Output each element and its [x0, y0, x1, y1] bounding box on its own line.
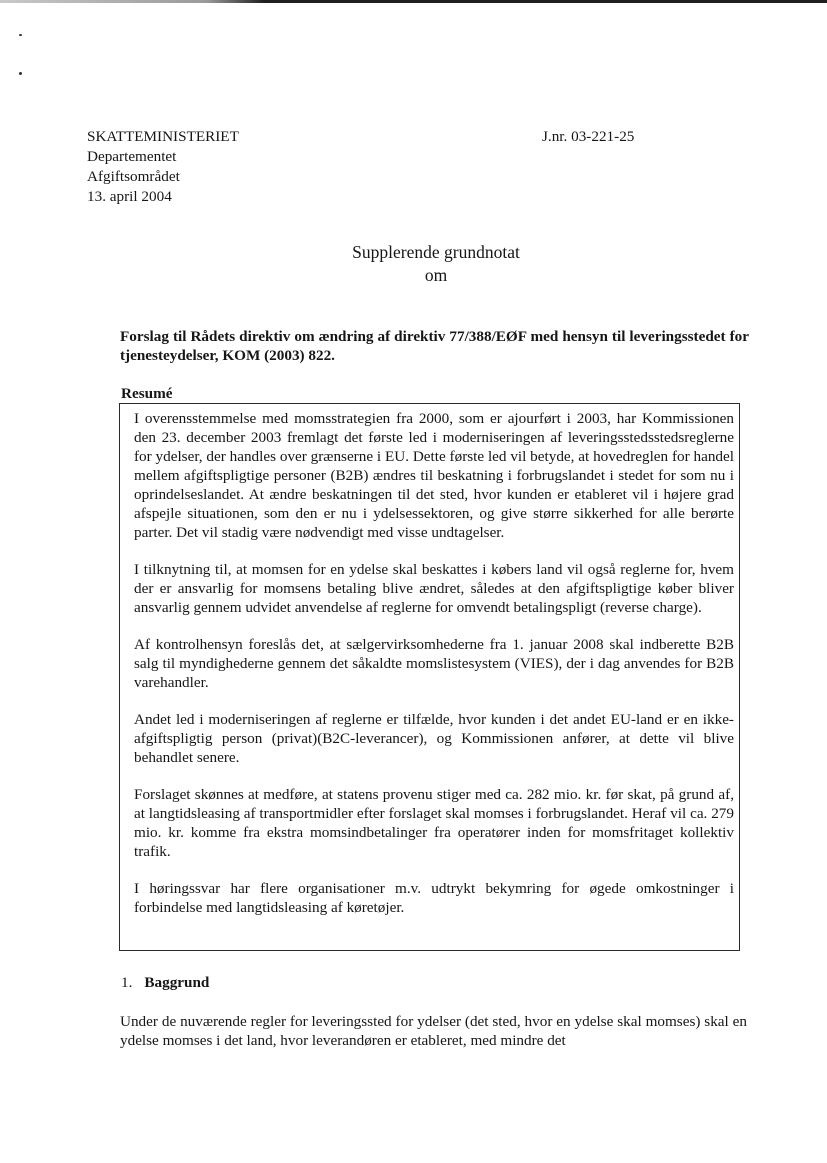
department-name: Departementet: [87, 148, 177, 165]
division-name: Afgiftsområdet: [87, 168, 180, 185]
summary-paragraph: I høringssvar har flere organisationer m.v. udtrykt bekymring for øgede omkostninger i forbindelse med langtidsleasing af køretøjer.: [134, 880, 734, 916]
summary-paragraph: I tilknytning til, at momsen for en ydelse skal beskattes i købers land vil også reglerne for, hvem der er ansvarlig for momsens betaling blive ændret, således at den afgiftspligtige køber bliver ansvarlig gennem udvidet anvendelse af reglerne for omvendt betalingspligt (reverse charge).: [134, 561, 734, 616]
summary-paragraph: Af kontrolhensyn foreslås det, at sælgervirksomhederne fra 1. januar 2008 skal indberette B2B salg til myndighederne gennem det såkaldte momslistesystem (VIES), der i dag anvendes for B2B varehandler.: [134, 636, 734, 691]
summary-paragraph: Forslaget skønnes at medføre, at statens provenu stiger med ca. 282 mio. kr. før skat, på grund af, at langtidsleasing af transportmidler efter forslaget skal momses i forbrugslandet. Heraf vil ca. 279 mio. kr. komme fra ekstra momsindbetalinger fra operatører inden for momsfritaget kollektiv trafik.: [134, 786, 734, 860]
journal-number: J.nr. 03-221-25: [542, 128, 635, 145]
proposal-subject: Forslag til Rådets direktiv om ændring af direktiv 77/388/EØF med hensyn til leveringsstedet for tjenesteydelser, KOM (2003) 822.: [120, 328, 749, 364]
document-date: 13. april 2004: [87, 188, 172, 205]
summary-box: [119, 403, 740, 951]
section-heading-background: [121, 973, 209, 992]
document-title-connector: om: [424, 265, 448, 285]
summary-paragraph: Andet led i moderniseringen af reglerne er tilfælde, hvor kunden i det andet EU-land er en ikke-afgiftspligtig person (privat)(B2C-leverancer), og Kommissionen anfører, at dette vil blive behandlet senere.: [134, 711, 734, 766]
summary-heading: Resumé: [121, 385, 173, 402]
scan-edge: [0, 0, 827, 3]
summary-paragraph: I overensstemmelse med momsstrategien fra 2000, som er ajourført i 2003, har Kommissionen den 23. december 2003 fremlagt det første led i moderniseringen af leveringsstedsstedsreglerne for ydelser, der handles over grænserne i EU. Dette første led vil betyde, at hovedreglen for handel mellem afgiftspligtige personer (B2B) ændres til beskatning i forbrugslandet i stedet for som nu i oprindelseslandet. At ændre beskatningen til det sted, hvor kunden er etableret vil i højere grad afspejle situationen, som den er nu i ydelsessektoren, og give større sikkerhed for alle berørte parter. Det vil stadig være nødvendigt med visse undtagelser.: [134, 410, 734, 541]
document-title: Supplerende grundnotat: [352, 242, 520, 262]
section-number: 1.: [121, 974, 133, 991]
ministry-name: SKATTEMINISTERIET: [87, 128, 239, 145]
scan-speck: [19, 72, 22, 75]
scan-speck: [19, 34, 22, 36]
section-body-text: Under de nuværende regler for leveringssted for ydelser (det sted, hvor en ydelse skal momses) skal en ydelse momses i det land, hvor leverandøren er etableret, med mindre det: [120, 1013, 747, 1049]
ministry-header: [87, 127, 387, 207]
section-title: Baggrund: [144, 974, 210, 991]
